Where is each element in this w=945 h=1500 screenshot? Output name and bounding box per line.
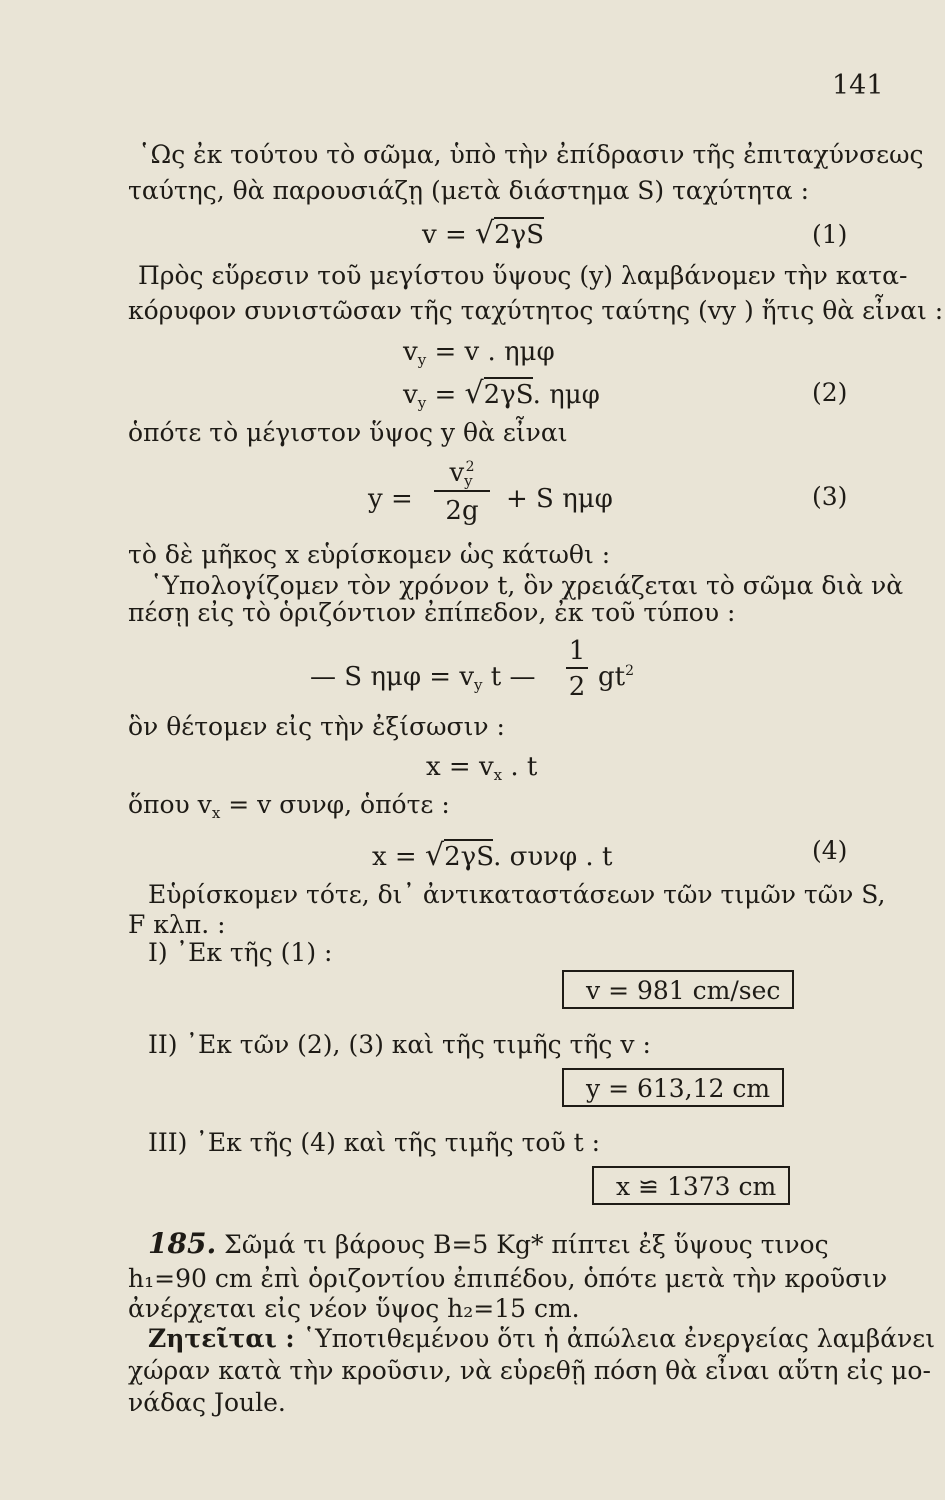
equation-1: v = √2γS	[422, 216, 545, 251]
equation-2-sqrt: 2γS	[484, 377, 533, 410]
vertical-para-line-1: Πρὸς εὕρεσιν τοῦ μεγίστου ὕψους (y) λαμβάνομεν τὴν κατα-	[138, 261, 908, 290]
equation-x-lhs: x = v	[426, 752, 494, 782]
problem-line-1	[148, 1227, 829, 1260]
equation-2-lhs: v	[403, 380, 418, 410]
equation-1-lhs: v =	[422, 220, 476, 250]
equation-4-rhs: . συνφ . t	[493, 842, 613, 872]
problem-ask-line-2: χώραν κατὰ τὴν κροῦσιν, νὰ εὑρεθῇ πόση θὰ εἶναι αὕτη εἰς μο-	[128, 1356, 931, 1385]
equation-time-lhs	[310, 662, 536, 694]
equation-3-numerator-sup: 2	[465, 459, 475, 475]
intro-line-2: ταύτης, θὰ παρουσιάζῃ (μετὰ διάστημα S) ταχύτητα :	[128, 176, 810, 205]
equation-1-number: (1)	[812, 220, 848, 249]
time-para-line-1: ῾Υπολογίζομεν τὸν χρόνον t, ὃν χρειάζεται τὸ σῶμα διὰ νὰ	[150, 571, 904, 600]
result-1-box: v = 981 cm/sec	[562, 970, 794, 1009]
equation-vy-sub: y	[417, 351, 427, 369]
equation-3-fraction-bar	[434, 490, 490, 492]
equation-x-rhs: . t	[502, 752, 538, 782]
problem-number: 185.	[148, 1227, 217, 1260]
equation-vy-lhs: v	[403, 337, 418, 367]
equation-x	[426, 752, 537, 784]
equation-time-sub: y	[474, 676, 483, 694]
equation-3-number: (3)	[812, 482, 848, 511]
problem-ask-text-1: ῾Υποτιθεμένου ὅτι ἡ ἀπώλεια ἐνεργείας λαμβάνει	[294, 1324, 936, 1353]
equation-time-lhs-text: — S ημφ = v	[310, 662, 475, 692]
where-line-sub: x	[211, 804, 221, 822]
problem-text-line-2: h₁=90 cm ἐπὶ ὁριζοντίου ἐπιπέδου, ὁπότε μετὰ τὴν κροῦσιν	[128, 1264, 888, 1293]
time-para-line-2: πέσῃ εἰς τὸ ὁριζόντιον ἐπίπεδον, ἐκ τοῦ τύπου :	[128, 598, 736, 627]
intro-line-1: ῾Ως ἐκ τούτου τὸ σῶμα, ὑπὸ τὴν ἐπίδρασιν τῆς ἐπιταχύνσεως	[138, 140, 924, 169]
find-line-1: Εὑρίσκομεν τότε, δι᾽ ἀντικαταστάσεων τῶν τιμῶν τῶν S,	[148, 880, 886, 909]
equation-2-number: (2)	[812, 378, 848, 407]
equation-4-lhs: x =	[372, 842, 425, 872]
equation-2-mid: =	[426, 380, 465, 410]
result-2-label: II) ᾽Εκ τῶν (2), (3) καὶ τῆς τιμῆς τῆς v :	[148, 1030, 651, 1059]
find-line-2: F κλπ. :	[128, 910, 226, 939]
equation-3-numerator-v: v	[449, 458, 465, 488]
max-height-line: ὁπότε τὸ μέγιστον ὕψος y θὰ εἶναι	[128, 418, 568, 447]
result-3-label: III) ᾽Εκ τῆς (4) καὶ τῆς τιμῆς τοῦ t :	[148, 1128, 601, 1157]
equation-vy	[403, 337, 555, 369]
page-number: 141	[832, 70, 884, 101]
equation-x-sub: x	[493, 766, 503, 784]
equation-2: $v_y = √2\gamma S$. ημφ	[403, 376, 600, 412]
equation-time-rhs-text: gt	[598, 662, 626, 692]
equation-time-rhs	[598, 662, 634, 692]
result-1-label: I) ᾽Εκ τῆς (1) :	[148, 938, 333, 967]
equation-time-mid: t —	[482, 662, 536, 692]
result-3-box: x ≌ 1373 cm	[592, 1166, 790, 1205]
where-line	[128, 792, 450, 821]
equation-3-lhs: y =	[368, 484, 413, 514]
equation-4-number: (4)	[812, 836, 848, 865]
equation-time-numerator: 1	[568, 636, 586, 666]
equation-vy-rhs: = v . ημφ	[426, 337, 555, 367]
equation-time-denominator: 2	[568, 672, 586, 702]
equation-4-sqrt: 2γS	[444, 839, 493, 872]
result-2-box: y = 613,12 cm	[562, 1068, 784, 1107]
problem-ask-line-3: νάδας Joule.	[128, 1388, 286, 1417]
equation-3-rhs: + S ημφ	[506, 484, 613, 514]
substitute-line: ὃν θέτομεν εἰς τὴν ἐξίσωσιν :	[128, 712, 505, 741]
problem-ask-line-1	[148, 1326, 935, 1351]
equation-2-sub: y	[417, 394, 427, 412]
equation-3-denominator: 2g	[445, 496, 479, 526]
vertical-para-line-2: κόρυφον συνιστῶσαν τῆς ταχύτητος ταύτης (vy ) ἥτις θὰ εἶναι :	[128, 296, 944, 325]
equation-2-rhs: . ημφ	[532, 380, 600, 410]
where-line-post: = v συνφ, ὁπότε :	[220, 790, 450, 819]
problem-text-line-1: Σῶμά τι βάρους B=5 Kg* πίπτει ἐξ ὕψους τινος	[216, 1230, 829, 1259]
equation-time-sup: 2	[625, 663, 635, 679]
equation-3-numerator-sub: y	[464, 472, 473, 490]
equation-time-fraction-bar	[566, 667, 588, 669]
equation-3-numerator	[434, 458, 490, 490]
where-line-pre: ὅπου v	[128, 790, 212, 819]
equation-4: x = √2γS. συνφ . t	[372, 838, 613, 873]
problem-text-line-3: ἀνέρχεται εἰς νέον ὕψος h₂=15 cm.	[128, 1294, 580, 1323]
length-line: τὸ δὲ μῆκος x εὑρίσκομεν ὡς κάτωθι :	[128, 540, 611, 569]
problem-ask-label: Ζητεῖται :	[148, 1324, 295, 1353]
equation-1-sqrt: 2γS	[494, 217, 544, 250]
